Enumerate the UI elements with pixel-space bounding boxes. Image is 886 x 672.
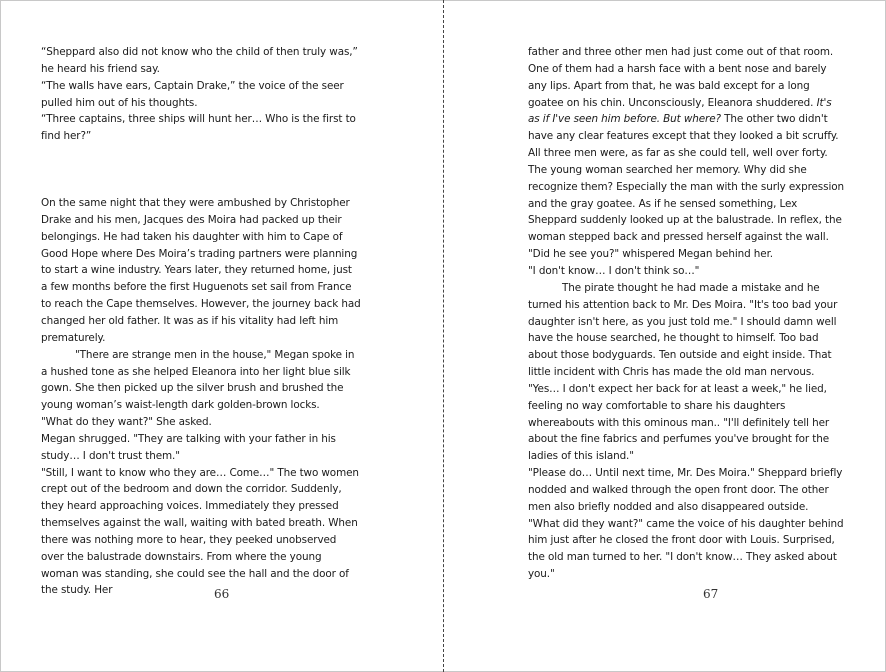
paragraph: "Did he see you?" whispered Megan behind her. — [528, 248, 773, 261]
paragraph: “Sheppard also did not know who the child of then truly was,” he heard his friend say. — [41, 46, 358, 75]
paragraph: Megan shrugged. "They are talking with your father in his study… I don't trust them." — [41, 432, 336, 462]
paragraph — [528, 44, 846, 246]
paragraph: "There are strange men in the house," Megan spoke in a hushed tone as she helped Eleanora into her light blue silk gown. She then picked up the silver brush and brushed the young woman’s waist-length dark golden-brown locks. — [41, 348, 355, 412]
paragraph: On the same night that they were ambushed by Christopher Drake and his men, Jacques des Moira had packed up their belongings. He had taken his daughter with him to Cape of Good Hope where Des Moira’s trading partners were planning to start a wine industry. Years later, they returned home, just a few months before the first Huguenots set sail from France to reach the Cape themselves. However, the journey back had changed her old father. It was as if his vitality had left him prematurely. — [41, 197, 361, 344]
italic-thought: It's as if I've seen him before. But where? — [528, 96, 832, 126]
page-divider — [443, 0, 444, 672]
page-number-left: 66 — [214, 587, 230, 601]
right-page — [528, 44, 846, 583]
paragraph: “Three captains, three ships will hunt her… Who is the first to find her?” — [41, 113, 356, 143]
paragraph-text: father and three other men had just come out of that room. One of them had a harsh face with a bent nose and barely any lips. Apart from that, he was bald except for a long goatee on his chin. Unconsciously, Eleanora shuddered. — [528, 46, 834, 109]
paragraph: "What did they want?" came the voice of his daughter behind him just after he closed the front door with Louis. Surprised, the old man turned to her. "I don't know… They asked about you." — [528, 517, 844, 581]
page-number-right: 67 — [703, 587, 719, 601]
paragraph: “The walls have ears, Captain Drake,” the voice of the seer pulled him out of his thoughts. — [41, 79, 344, 109]
paragraph: "Still, I want to know who they are… Come…" The two women crept out of the bedroom and down the corridor. Suddenly, they heard approaching voices. Immediately they pressed themselves against the wall, waiting with bated breath. When there was nothing more to hear, they peeked unobserved over the balustrade downstairs. From where the young woman was standing, she could see the hall and the door of the study. Her — [41, 466, 359, 597]
paragraph: "What do they want?" She asked. — [41, 416, 212, 429]
paragraph: "Yes… I don't expect her back for at least a week," he lied, feeling no way comfortable to share his daughters whereabouts with this ominous man.. "I'll definitely tell her about the fine fabrics and perfumes you've brought for the ladies of this island." — [528, 382, 830, 463]
left-page — [41, 44, 361, 599]
paragraph-text: The other two didn't have any clear features except that they looked a bit scruffy. All three men were, as far as she could tell, well over forty. The young woman searched her memory. Why did she recognize them? Especially the man with the surly expression and the gray goatee. As if he sensed something, Lex Sheppard suddenly looked up at the balustrade. In reflex, the woman stepped back and pressed herself against the wall. — [528, 113, 844, 244]
paragraph: "I don't know… I don't think so…" — [528, 264, 700, 277]
paragraph: The pirate thought he had made a mistake and he turned his attention back to Mr. Des Moira. "It's too bad your daughter isn't here, as you just told me." I should damn well have the house searched, he thought to himself. Too bad about those bodyguards. Ten outside and eight inside. That little incident with Chris has made the old man nervous. — [528, 281, 838, 379]
section-break — [41, 145, 361, 195]
paragraph: "Please do… Until next time, Mr. Des Moira." Sheppard briefly nodded and walked through the open front door. The other men also briefly nodded and also disappeared outside. — [528, 467, 843, 513]
